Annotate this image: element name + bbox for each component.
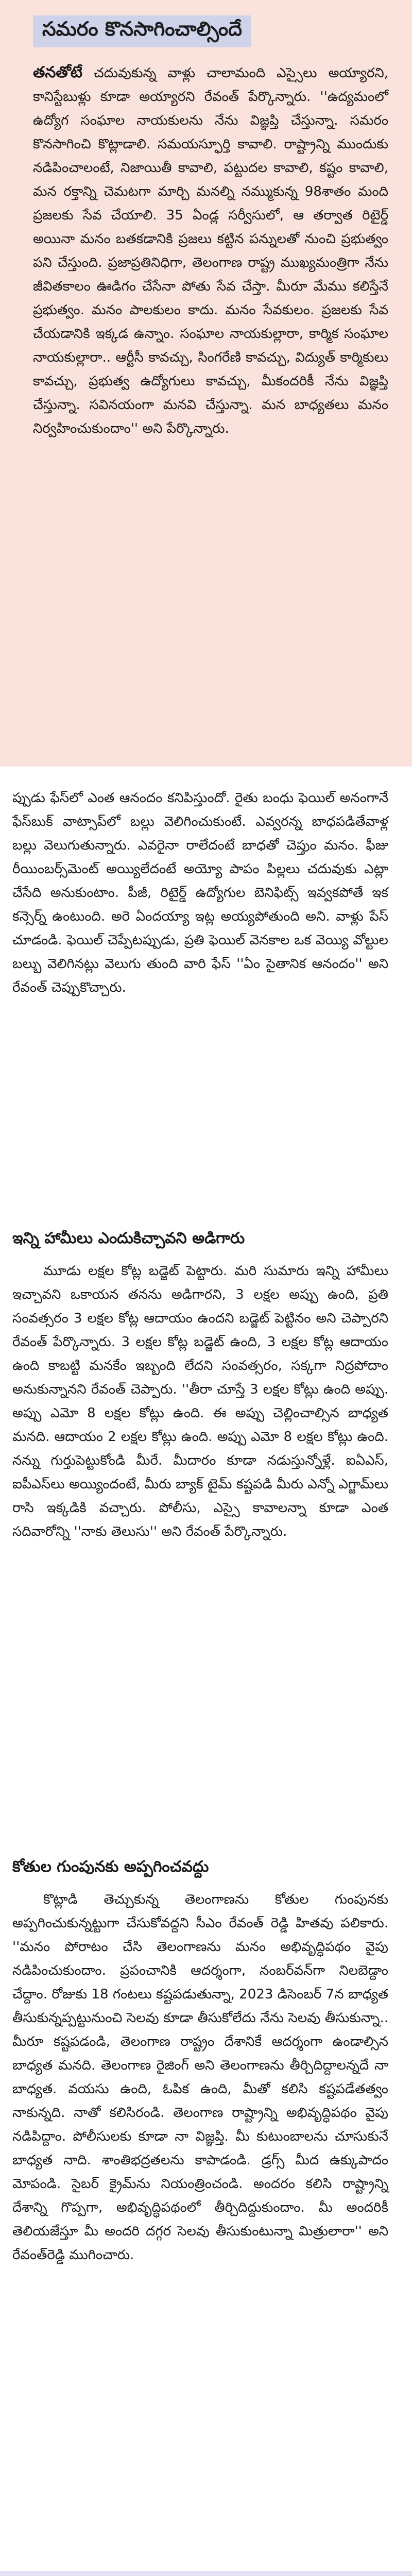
article-boxed-section — [0, 2571, 412, 2576]
article-paragraph — [33, 61, 388, 440]
article-paragraph: ప్పుడు ఫేస్‌లో ఎంత ఆనందం కనిపిస్తుందో. రైతు బంధు ఫెయిల్ అనంగానే ఫేస్‌బుక్ వాట్సాప్‌లో బల్లు వెలిగించుకుంటే. ఎవ్వరన్న బాధపడితేవాళ్ల బల్లు వెలుగుతున్నారు. ఎవరైనా రాలేదంటే బాధతో చెప్తుం మనం. ఫీజు రీయింబర్స్‌మెంట్ అయ్యిలేదంటే అయ్యో పాపం పిల్లలు చదువుకు ఎట్లా చేసేది అనుకుంటాం. పీజీ, రిటైర్డ్ ఉద్యోగుల బెనిఫిట్స్ ఇవ్వకపోతే ఇక కన్సెర్న్ ఉంటుంది. అరె ఏందయ్యా ఇట్ల అయ్యపోతుంది అని. వాళ్లు పేస్ చూడండి. ఫెయిల్ చెప్పేటప్పుడు, ప్రతి ఫెయిల్ వెనకాల ఒక వెయ్యి వోల్టుల బల్బు వెలిగినట్లు వెలుగు తుంది వారి ఫేస్ ''ఏం సైతానిక ఆనందం'' అని రేవంత్ చెప్పుకొచ్చారు. — [12, 790, 388, 995]
paragraph-text: చదువుకున్న వాళ్లు చాలామంది ఎస్సైలు అయ్యారని, కానిస్టేబుళ్లు కూడా అయ్యారని రేవంత్ పేర్కొన్నారు. ''ఉద్యమంలో ఉద్యోగ సంఘాల నాయకులను నేను విజ్ఞప్తి చేస్తున్నా. సమరం కొనసాగించి కొట్లాడాలి. సమయస్ఫూర్తి కావాలి. రాష్ట్రాన్ని ముందుకు నడిపించాలంటే, నిజాయితీ కావాలి, పట్టుదల కావాలి, కష్టం కావాలి, మన ర‌క్తాన్ని చెమటగా మార్చి మనల్ని నమ్ముకున్న 98శాతం మంది ప్రజలకు సేవ చేయాలి. 35 ఏండ్ల సర్వీసులో, ఆ తర్వాత రిటైర్డ్ అయినా మనం బతకడానికి ప్రజలు కట్టిన పన్నులతో నుంచి ప్రభుత్వం పని చేస్తుంది. ప్రజాప్రతినిధిగా, తెలంగాణ రాష్ట్ర ముఖ్యమంత్రిగా నేను జీవితకాలం ఊడిగం చేసేనా పోతు సేవ చేస్తా. మీరూ మేము కలిస్తేనే ప్రభుత్వం. మనం పాలకులం కాదు. మనం సేవకులం. ప్రజలకు సేవ చేయడానికి ఇక్కడ ఉన్నాం. సంఘాల నాయకుల్లారా, కార్మిక సంఘాల నాయకుల్లారా.. ఆర్టీసీ కావచ్చు, సింగరేణి కావచ్చు, విద్యుత్ కార్మికులు కావచ్చు, ప్రభుత్వ ఉద్యోగులు కావచ్చు, మీకందరికీ నేను విజ్ఞప్తి చేస్తున్నా. సవినయంగా మనవి చేస్తున్నా. మన బాధ్యతలు మనం నిర్వహించుకుందాం'' అని పేర్కొన్నారు. — [33, 65, 388, 436]
section-heading: సమరం కొనసాగించాల్సిందే — [33, 15, 251, 47]
article-section — [0, 778, 412, 1220]
article-boxed-section — [0, 0, 412, 767]
section-heading: ఇన్ని హామీలు ఎందుకిచ్చావని అడిగారు — [12, 1229, 245, 1247]
article-section — [0, 1850, 412, 2567]
article-paragraph: మూడు లక్షల కోట్ల బడ్జెట్ పెట్టారు. మరి సుమారు ఇన్ని హామీలు ఇచ్చావని ఒకాయన తనను అడిగారని, 3 లక్షల అప్పు ఉంది, ప్రతి సంవత్సరం 3 లక్షల కోట్ల ఆదాయం ఉందని బడ్జెట్ పెట్టినం అని చెప్పారని రేవంత్ పేర్కొన్నారు. 3 లక్షల కోట్ల బడ్జెట్ ఉంది, 3 లక్షల కోట్ల ఆదాయం ఉంది కాబట్టి మనకేం ఇబ్బంది లేదని సంవత్సరం, సక్కగా నిద్రపోదాం అనుకున్నానని రేవంత్ చెప్పారు. ''తీరా చూస్తే 3 లక్షల కోట్లు ఉంది అప్పు. అప్పు ఎమో 8 లక్షల కోట్లు ఉంది. ఈ అప్పు చెల్లించాల్సిన బాధ్యత మనది. ఆదాయం 2 లక్షల కోట్లు ఉంది. అప్పు ఎమో 8 లక్షల కోట్లు ఉంది. నన్ను గుర్తుపెట్టుకోండి మీరే. మీదారం కూడా నడుస్తున్నోళ్లే. ఐఏఎస్, ఐపీఎస్‌లు అయ్యిందంటే, మీరు బ్యాక్ టైమ్ కష్టపడి మీరు ఎన్నో ఎగ్జామ్‌లు రాసి ఇక్కడికి వచ్చారు. పోలీసు, ఎస్సై కావాలన్నా కూడా ఎంత సదివారోన్ని ''నాకు తెలుసు'' అని రేవంత్ పేర్కొన్నారు. — [12, 1263, 388, 1539]
article-section — [0, 1221, 412, 1844]
section-heading: కోతుల గుంపునకు అప్పగించవద్దు — [12, 1858, 209, 1876]
lead-word: తనతోటే — [33, 63, 82, 81]
article-paragraph: కొట్లాడి తెచ్చుకున్న తెలంగాణను కోతుల గుంపునకు అప్పగించుకున్నట్టుగా చేసుకోవద్దని సీఎం రేవంత్ రెడ్డి హితవు పలికారు. ''మనం పోరాటం చేసి తెలంగాణను మనం అభివృద్ధిపథం వైపు నడిపించుకుందాం. ప్రపంచానికి ఆదర్శంగా, నంబర్‌వన్‌గా నిలబెడ్దాం చేద్దాం. రోజుకు 18 గంటలు కష్టపడుతున్నా, 2023 డిసెంబర్ 7న బాధ్యత తీసుకున్నప్పట్టునుంచి సెలవు కూడా తీసుకోలేదు నేను సెలవు తీసుకున్నా.. మీరూ కష్టపడండి, తెలంగాణ రాష్ట్రం దేశానికే ఆదర్శంగా ఉండాల్సిన బాధ్యత మనది. తెలంగాణ రైజింగ్ అని తెలంగాణను తీర్చిదిద్దాలన్నదే నా బాధ్యత. వయసు ఉంది, ఓపిక ఉంది, మీతో కలిసి కష్టపడేతత్వం నాకున్నది. నాతో కలిసిరండి. తెలంగాణ రాష్ట్రాన్ని అభివృద్ధిపథం వైపు నడిపిద్దాం. పోలీసులకు కూడా నా విజ్ఞప్తి. మీ కుటుంబాలను చూసుకునే బాధ్యత నాది. శాంతిభద్రతలను కాపాడండి. డ్రగ్స్ మీద ఉక్కుపాదం మోపండి. సైబర్ క్రైమ్‌ను నియంత్రించండి. అందరం కలిసి రాష్ట్రాన్ని దేశాన్ని గొప్పగా, అభివృద్ధిపథంలో తీర్చిదిద్దుకుందాం. మీ అందరికీ తెలియజేస్తూ మీ అందరి దగ్గర సెలవు తీసుకుంటున్నా మిత్రులారా'' అని రేవంత్‌రెడ్డి ముగించారు. — [12, 1892, 388, 2263]
